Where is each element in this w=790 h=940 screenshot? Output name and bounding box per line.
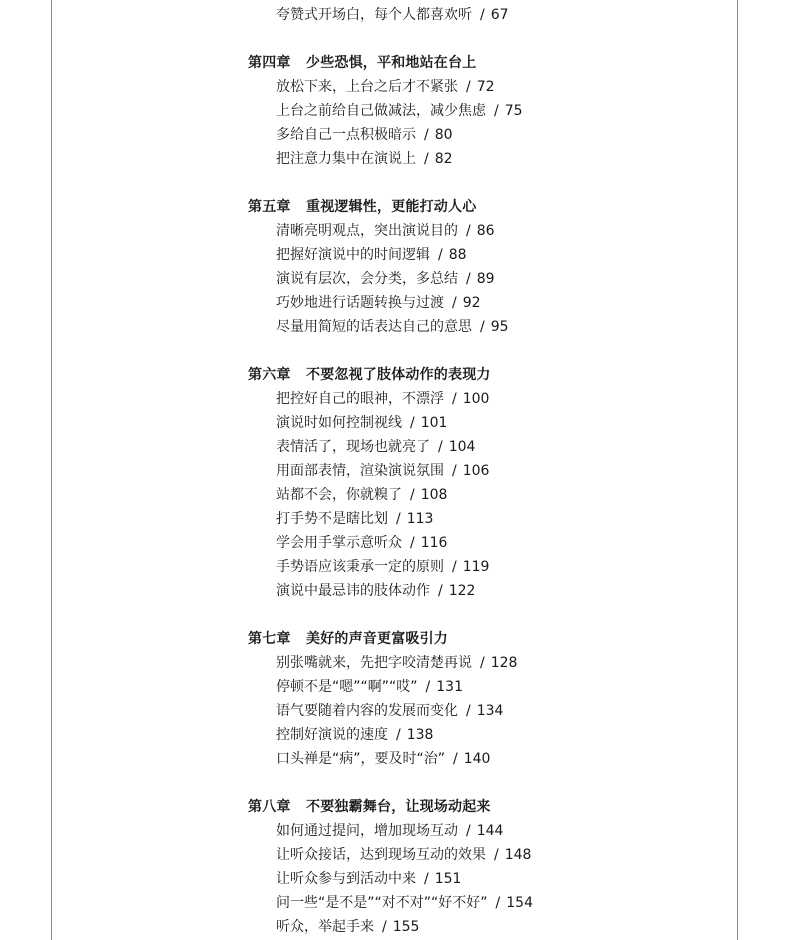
chapter-number: 第七章 bbox=[248, 631, 291, 647]
entry-page: 86 bbox=[476, 223, 495, 239]
entry-list bbox=[248, 3, 728, 27]
entry-page: 104 bbox=[448, 439, 476, 455]
chapter-7 bbox=[248, 627, 728, 771]
toc-entry[interactable] bbox=[248, 411, 728, 435]
toc-entry[interactable] bbox=[248, 75, 728, 99]
entry-page: 140 bbox=[463, 751, 491, 767]
entry-separator: / bbox=[452, 391, 457, 407]
toc-entry[interactable] bbox=[248, 3, 728, 27]
entry-title: 学会用手掌示意听众 bbox=[276, 535, 402, 551]
toc-entry[interactable] bbox=[248, 531, 728, 555]
entry-title: 别张嘴就来，先把字咬清楚再说 bbox=[276, 655, 472, 671]
entry-separator: / bbox=[480, 319, 485, 335]
entry-separator: / bbox=[410, 535, 415, 551]
document-page bbox=[51, 0, 738, 940]
entry-title: 多给自己一点积极暗示 bbox=[276, 127, 416, 143]
toc-entry[interactable] bbox=[248, 243, 728, 267]
toc-entry[interactable] bbox=[248, 507, 728, 531]
entry-list bbox=[248, 387, 728, 603]
entry-separator: / bbox=[466, 823, 471, 839]
toc-entry[interactable] bbox=[248, 891, 728, 915]
toc-entry[interactable] bbox=[248, 435, 728, 459]
chapter-heading[interactable] bbox=[248, 363, 728, 387]
entry-page: 113 bbox=[406, 511, 434, 527]
entry-title: 演说有层次，会分类，多总结 bbox=[276, 271, 458, 287]
entry-separator: / bbox=[396, 727, 401, 743]
entry-page: 138 bbox=[406, 727, 434, 743]
entry-title: 尽量用简短的话表达自己的意思 bbox=[276, 319, 472, 335]
chapter-4 bbox=[248, 51, 728, 171]
entry-title: 放松下来，上台之后才不紧张 bbox=[276, 79, 458, 95]
entry-title: 语气要随着内容的发展而变化 bbox=[276, 703, 458, 719]
toc-entry[interactable] bbox=[248, 291, 728, 315]
entry-separator: / bbox=[438, 439, 443, 455]
entry-title: 巧妙地进行话题转换与过渡 bbox=[276, 295, 444, 311]
entry-page: 131 bbox=[436, 679, 463, 695]
entry-title: 控制好演说的速度 bbox=[276, 727, 388, 743]
entry-title: 打手势不是瞎比划 bbox=[276, 511, 388, 527]
entry-page: 155 bbox=[392, 919, 420, 935]
toc-entry[interactable] bbox=[248, 579, 728, 603]
entry-separator: / bbox=[410, 415, 415, 431]
entry-separator: / bbox=[466, 79, 471, 95]
toc-entry[interactable] bbox=[248, 915, 728, 939]
toc-entry[interactable] bbox=[248, 315, 728, 339]
entry-separator: / bbox=[453, 751, 458, 767]
entry-page: 148 bbox=[504, 847, 532, 863]
entry-title: 停顿不是“嗯”“啊”“哎” bbox=[276, 679, 418, 695]
entry-separator: / bbox=[452, 463, 457, 479]
entry-list bbox=[248, 219, 728, 339]
entry-page: 154 bbox=[506, 895, 533, 911]
entry-page: 151 bbox=[434, 871, 462, 887]
entry-separator: / bbox=[452, 295, 457, 311]
entry-title: 上台之前给自己做减法，减少焦虑 bbox=[276, 103, 486, 119]
entry-page: 80 bbox=[434, 127, 453, 143]
entry-separator: / bbox=[480, 7, 485, 23]
entry-title: 用面部表情，渲染演说氛围 bbox=[276, 463, 444, 479]
toc-entry[interactable] bbox=[248, 747, 728, 771]
entry-title: 问一些“是不是”“对不对”“好不好” bbox=[276, 895, 488, 911]
toc-entry[interactable] bbox=[248, 459, 728, 483]
entry-page: 88 bbox=[448, 247, 467, 263]
toc-entry[interactable] bbox=[248, 699, 728, 723]
toc-entry[interactable] bbox=[248, 675, 728, 699]
toc-entry[interactable] bbox=[248, 387, 728, 411]
entry-title: 演说时如何控制视线 bbox=[276, 415, 402, 431]
entry-title: 把控好自己的眼神，不漂浮 bbox=[276, 391, 444, 407]
entry-separator: / bbox=[424, 871, 429, 887]
chapter-heading[interactable] bbox=[248, 51, 728, 75]
chapter-number: 第八章 bbox=[248, 799, 291, 815]
entry-separator: / bbox=[452, 559, 457, 575]
entry-title: 听众，举起手来 bbox=[276, 919, 374, 935]
entry-separator: / bbox=[410, 487, 415, 503]
toc-entry[interactable] bbox=[248, 483, 728, 507]
entry-page: 134 bbox=[476, 703, 504, 719]
entry-page: 82 bbox=[434, 151, 453, 167]
intro-continuation bbox=[248, 3, 728, 27]
toc-entry[interactable] bbox=[248, 651, 728, 675]
toc-entry[interactable] bbox=[248, 147, 728, 171]
entry-separator: / bbox=[495, 895, 501, 911]
entry-page: 72 bbox=[476, 79, 495, 95]
entry-page: 89 bbox=[476, 271, 495, 287]
entry-list bbox=[248, 819, 728, 939]
entry-separator: / bbox=[396, 511, 401, 527]
chapter-heading[interactable] bbox=[248, 795, 728, 819]
chapter-number: 第四章 bbox=[248, 55, 291, 71]
entry-separator: / bbox=[480, 655, 485, 671]
chapter-title: 不要独霸舞台，让现场动起来 bbox=[306, 799, 491, 815]
chapter-heading[interactable] bbox=[248, 195, 728, 219]
entry-page: 67 bbox=[490, 7, 509, 23]
entry-page: 116 bbox=[420, 535, 448, 551]
chapter-6 bbox=[248, 363, 728, 603]
toc-entry[interactable] bbox=[248, 219, 728, 243]
toc-entry[interactable] bbox=[248, 819, 728, 843]
chapter-number: 第六章 bbox=[248, 367, 291, 383]
toc-entry[interactable] bbox=[248, 723, 728, 747]
toc-entry[interactable] bbox=[248, 99, 728, 123]
entry-title: 清晰亮明观点，突出演说目的 bbox=[276, 223, 458, 239]
entry-list bbox=[248, 75, 728, 171]
entry-page: 92 bbox=[462, 295, 481, 311]
entry-separator: / bbox=[466, 271, 471, 287]
chapter-title: 不要忽视了肢体动作的表现力 bbox=[306, 367, 491, 383]
entry-separator: / bbox=[424, 127, 429, 143]
entry-title: 如何通过提问，增加现场互动 bbox=[276, 823, 458, 839]
entry-title: 口头禅是“病”，要及时“治” bbox=[276, 751, 446, 767]
toc-entry[interactable] bbox=[248, 267, 728, 291]
table-of-contents bbox=[248, 3, 728, 939]
chapter-title: 少些恐惧，平和地站在台上 bbox=[306, 55, 477, 71]
toc-entry[interactable] bbox=[248, 867, 728, 891]
entry-separator: / bbox=[494, 847, 499, 863]
entry-separator: / bbox=[494, 103, 499, 119]
entry-title: 站都不会，你就糗了 bbox=[276, 487, 402, 503]
entry-page: 119 bbox=[462, 559, 490, 575]
entry-separator: / bbox=[438, 247, 443, 263]
toc-entry[interactable] bbox=[248, 123, 728, 147]
chapter-8 bbox=[248, 795, 728, 939]
entry-title: 把注意力集中在演说上 bbox=[276, 151, 416, 167]
entry-page: 101 bbox=[420, 415, 448, 431]
toc-entry[interactable] bbox=[248, 843, 728, 867]
entry-page: 75 bbox=[504, 103, 523, 119]
chapter-title: 美好的声音更富吸引力 bbox=[306, 631, 448, 647]
entry-page: 144 bbox=[476, 823, 504, 839]
entry-page: 128 bbox=[490, 655, 518, 671]
entry-page: 95 bbox=[490, 319, 509, 335]
entry-page: 100 bbox=[462, 391, 490, 407]
entry-list bbox=[248, 651, 728, 771]
chapter-heading[interactable] bbox=[248, 627, 728, 651]
toc-entry[interactable] bbox=[248, 555, 728, 579]
entry-page: 122 bbox=[448, 583, 476, 599]
entry-page: 106 bbox=[462, 463, 490, 479]
entry-title: 演说中最忌讳的肢体动作 bbox=[276, 583, 430, 599]
entry-title: 把握好演说中的时间逻辑 bbox=[276, 247, 430, 263]
chapter-number: 第五章 bbox=[248, 199, 291, 215]
entry-title: 表情活了，现场也就亮了 bbox=[276, 439, 430, 455]
entry-title: 让听众接话，达到现场互动的效果 bbox=[276, 847, 486, 863]
entry-separator: / bbox=[466, 703, 471, 719]
entry-separator: / bbox=[438, 583, 443, 599]
entry-title: 夸赞式开场白，每个人都喜欢听 bbox=[276, 7, 472, 23]
entry-separator: / bbox=[424, 151, 429, 167]
entry-separator: / bbox=[382, 919, 387, 935]
entry-title: 手势语应该秉承一定的原则 bbox=[276, 559, 444, 575]
entry-page: 108 bbox=[420, 487, 448, 503]
entry-title: 让听众参与到活动中来 bbox=[276, 871, 416, 887]
entry-separator: / bbox=[425, 679, 431, 695]
chapter-title: 重视逻辑性，更能打动人心 bbox=[306, 199, 477, 215]
entry-separator: / bbox=[466, 223, 471, 239]
chapter-5 bbox=[248, 195, 728, 339]
